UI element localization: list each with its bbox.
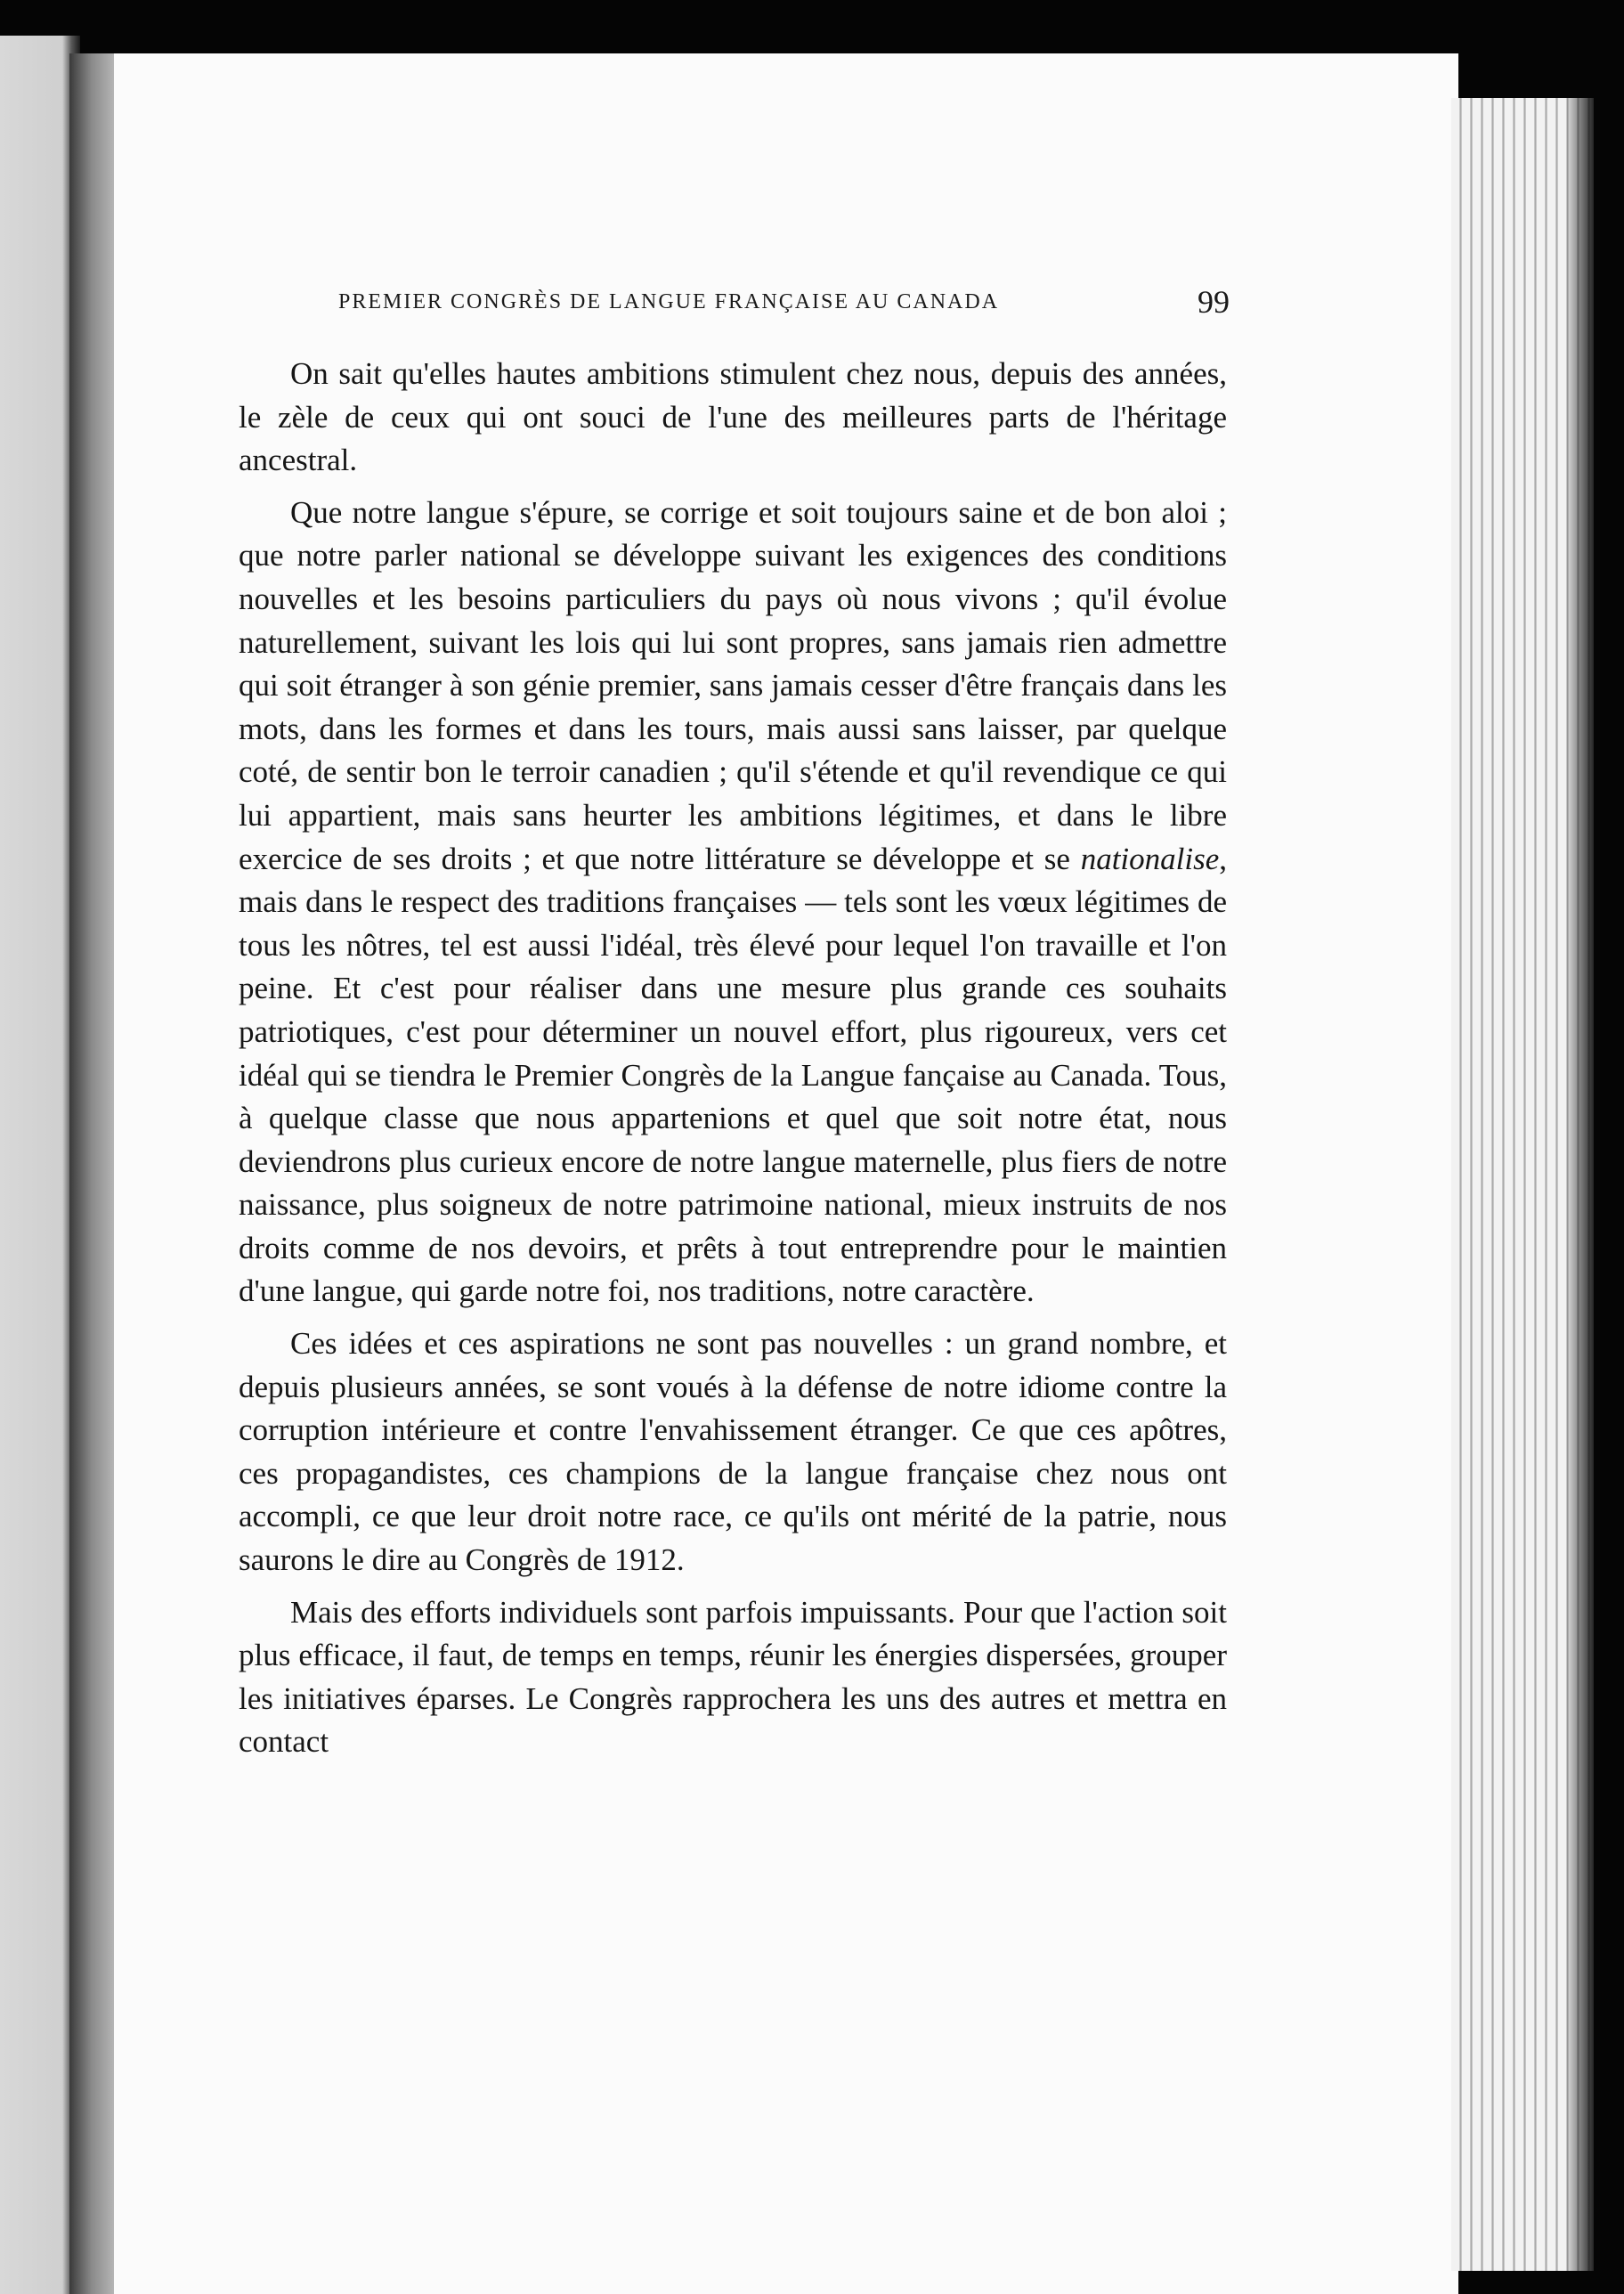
running-head-title: PREMIER CONGRÈS DE LANGUE FRANÇAISE AU CANADA [338,290,1000,313]
paragraph-2-before: Que notre langue s'épure, se corrige et soit toujours saine et de bon aloi ; que notre parler national se développe suivant les exigences des conditions nouvelles et les besoins particuliers du pays où nous vivons ; qu'il évolue naturellement, suivant les lois qui lui sont propres, sans jamais rien admettre qui soit étranger à son génie premier, sans jamais cesser d'être français dans les mots, dans les formes et dans les tours, mais aussi sans laisser, par quelque coté, de sentir bon le terroir canadien ; qu'il s'étende et qu'il revendique ce qui lui appartient, mais sans heurter les ambitions légitimes, et dans le libre exercice de ses droits ; et que notre littérature se développe et se [239,494,1227,876]
paragraph-4: Mais des efforts individuels sont parfois impuissants. Pour que l'action soit plus efficace, il faut, de temps en temps, réunir les énergies dispersées, grouper les initiatives éparses. Le Congrès rapprochera les uns des autres et mettra en contact [239,1594,1227,1760]
page-number: 99 [1198,284,1230,320]
right-edge-shadow [1567,98,1594,2271]
left-page-edge [0,36,80,2294]
paragraph-2 [239,492,1227,1314]
paragraph-3: Ces idées et ces aspirations ne sont pas nouvelles : un grand nombre, et depuis plusieurs années, se sont voués à la défense de notre idiome contre la corruption intérieure et contre l'envahissement étranger. Ce que ces apôtres, ces propagandistes, ces champions de la langue française chez nous ont accompli, ce que leur droit notre race, ce qu'ils ont mérité de la patrie, nous saurons le dire au Congrès de 1912. [239,1326,1227,1578]
paragraph-1: On sait qu'elles hautes ambitions stimulent chez nous, depuis des années, le zèle de ceux qui ont souci de l'une des meilleures parts de l'héritage ancestral. [239,356,1227,478]
paragraph-2-emphasis: nationalise [1080,841,1220,876]
running-head [338,287,1264,314]
paragraph-2-after: , mais dans le respect des traditions françaises — tels sont les vœux légitimes de tous les nôtres, tel est aussi l'idéal, très élevé pour lequel l'on travaille et l'on peine. Et c'est pour réaliser dans une mesure plus grande ces souhaits patriotiques, c'est pour déterminer un nouvel effort, plus rigoureux, vers cet idéal qui se tiendra le Premier Congrès de la Langue fançaise au Canada. Tous, à quelque classe que nous appartenions et quel que soit notre état, nous deviendrons plus curieux encore de notre langue maternelle, plus fiers de notre naissance, plus soigneux de notre patrimoine national, mieux instruits de nos droits comme de nos devoirs, et prêts à tout entreprendre pour le maintien d'une langue, qui garde notre foi, nos traditions, notre caractère. [239,841,1227,1309]
body-text [239,353,1227,1773]
